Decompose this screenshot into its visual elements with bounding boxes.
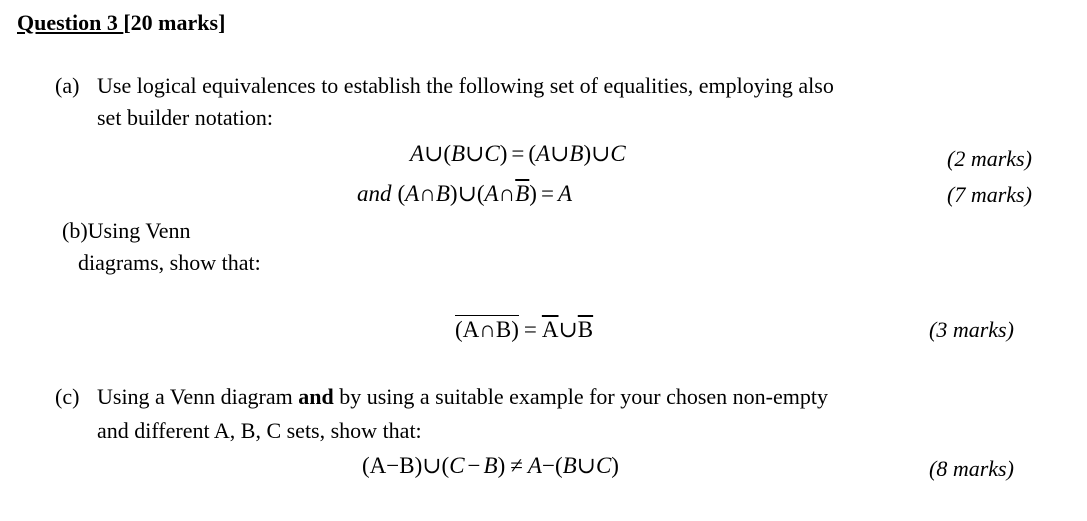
- eq1-paren: ): [499, 141, 508, 166]
- part-a-eq2-marks: (7 marks): [947, 182, 1032, 207]
- part-c-symbol: B: [483, 453, 498, 478]
- eq1-equals: =: [511, 141, 525, 166]
- part-c-paren: (: [554, 453, 563, 478]
- eq1-operator: ∪: [591, 141, 611, 166]
- part-c-equation: [362, 452, 619, 480]
- part-c-label: (c): [55, 384, 80, 409]
- part-b-equals: =: [523, 317, 537, 342]
- part-c-line2: and different A, B, C sets, show that:: [97, 418, 422, 443]
- part-c-line1-pre: Using a Venn diagram: [97, 384, 299, 409]
- part-c-line1: [97, 384, 828, 410]
- eq2-symbol: A: [557, 181, 573, 206]
- part-c-symbol: A: [527, 453, 542, 478]
- eq1-symbol: C: [610, 141, 626, 166]
- eq1-paren: (: [528, 141, 537, 166]
- part-a-equation-1: [410, 140, 626, 168]
- eq1-operator: ∪: [424, 141, 444, 166]
- part-c-paren: ): [497, 453, 506, 478]
- part-c-symbol: B: [562, 453, 577, 478]
- part-c-not-equal: ≠: [510, 453, 523, 478]
- part-b-line1-text: Using Venn: [87, 218, 191, 243]
- eq2-operator: ∩: [498, 181, 516, 206]
- eq2-equals: =: [540, 181, 554, 206]
- part-c-operator: −: [541, 453, 555, 478]
- eq1-symbol: A: [410, 141, 425, 166]
- part-c-operator: ∪: [576, 453, 596, 478]
- eq2-paren: ): [449, 181, 458, 206]
- part-c-paren: (: [441, 453, 450, 478]
- part-b-operator: ∪: [558, 317, 578, 342]
- eq2-and-word: and: [357, 181, 392, 206]
- part-c-term: (A−B): [362, 453, 423, 478]
- question-title: [17, 10, 225, 36]
- eq2-complement-symbol: $\overline{B}$: [515, 181, 530, 206]
- part-c-operator: −: [467, 453, 481, 478]
- question-title-marks: [20 marks]: [123, 10, 226, 35]
- eq1-operator: ∪: [465, 141, 485, 166]
- eq1-symbol: C: [484, 141, 500, 166]
- eq2-paren: (: [397, 181, 406, 206]
- part-c-marks: (8 marks): [929, 456, 1014, 481]
- part-a-line2: set builder notation:: [97, 105, 273, 130]
- part-b-marks: (3 marks): [929, 317, 1014, 342]
- eq1-operator: ∪: [550, 141, 570, 166]
- part-b-line1: [62, 218, 191, 244]
- part-a-eq1-marks: (2 marks): [947, 146, 1032, 171]
- part-b-line2: diagrams, show that:: [78, 250, 261, 275]
- eq2-symbol: A: [405, 181, 420, 206]
- part-c-line1-post: by using a suitable example for your chosen non-empty: [333, 384, 828, 409]
- eq2-symbol: A: [484, 181, 499, 206]
- eq2-operator: ∩: [419, 181, 436, 206]
- part-a-equation-2: [357, 180, 572, 208]
- eq1-symbol: B: [451, 141, 466, 166]
- part-c-paren: ): [611, 453, 619, 478]
- part-b-a-complement: $\overline{A}$: [541, 317, 559, 342]
- eq2-symbol: B: [435, 181, 450, 206]
- part-b-lhs-complement: (A∩B): [455, 317, 519, 342]
- part-b-label: (b): [62, 218, 88, 243]
- eq2-paren: (: [476, 181, 485, 206]
- eq2-paren: ): [529, 181, 537, 206]
- eq1-paren: ): [583, 141, 592, 166]
- eq1-symbol: A: [536, 141, 551, 166]
- part-c-line1-bold: and: [298, 384, 334, 409]
- part-c-operator: ∪: [422, 453, 442, 478]
- part-c-symbol: C: [595, 453, 612, 478]
- part-b-equation: [455, 315, 593, 344]
- eq1-paren: (: [443, 141, 452, 166]
- part-c-symbol: C: [449, 453, 465, 478]
- eq2-operator: ∪: [457, 181, 477, 206]
- part-b-b-complement: $\overline{B}$: [577, 317, 594, 342]
- eq1-symbol: B: [569, 141, 584, 166]
- part-a-line1: Use logical equivalences to establish the following set of equalities, employing also: [97, 73, 834, 98]
- part-a-label: (a): [55, 73, 80, 98]
- question-title-underlined: Question 3: [17, 10, 124, 35]
